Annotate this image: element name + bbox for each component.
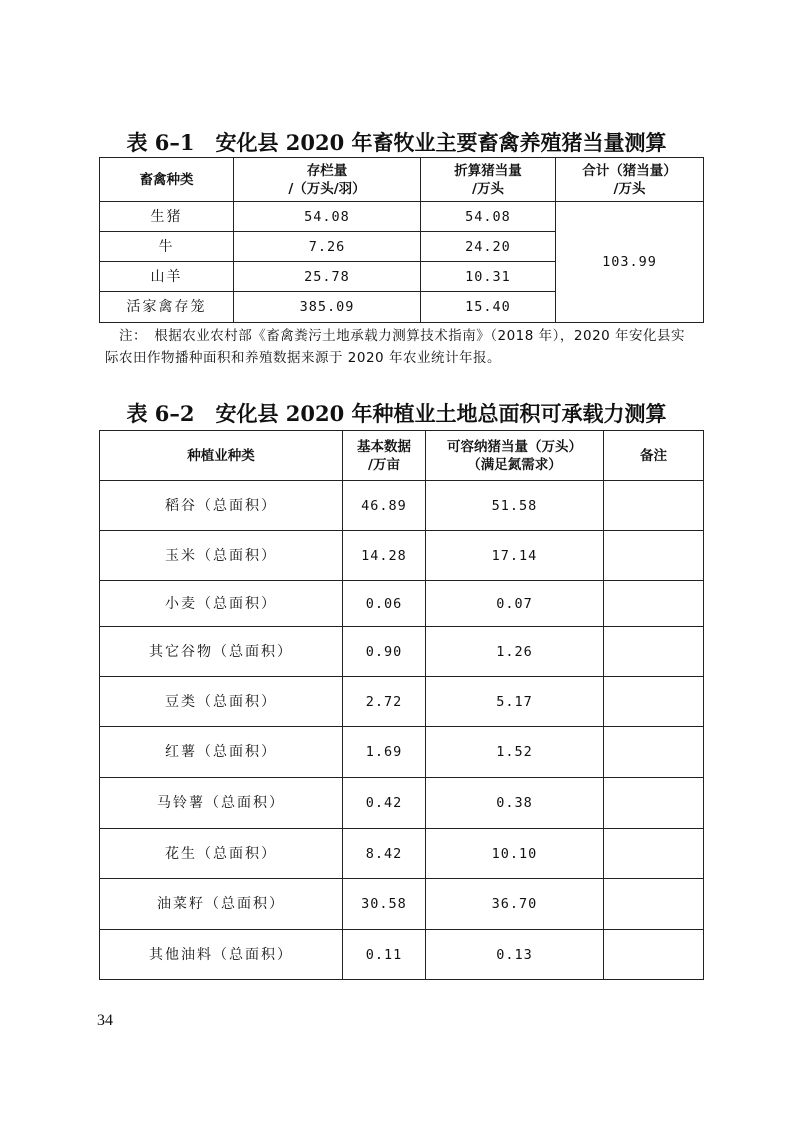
row-remark [604,677,704,727]
row-stock: 385.09 [234,292,421,323]
row-pig-eq: 24.20 [421,232,556,262]
table-row [100,778,704,829]
header-pig-equivalent [421,158,556,202]
row-name: 活家禽存笼 [100,292,234,323]
row-remark [604,930,704,980]
row-crop: 其他油料（总面积） [100,930,343,980]
header-pig-eq-line2: /万头 [472,180,504,197]
row-capacity: 1.52 [426,727,604,778]
table-row [100,581,704,627]
row-stock: 7.26 [234,232,421,262]
row-remark [604,879,704,930]
row-name: 牛 [100,232,234,262]
row-base: 0.11 [343,930,426,980]
table-row [100,829,704,879]
row-remark [604,581,704,627]
row-crop: 其它谷物（总面积） [100,627,343,677]
row-crop: 油菜籽（总面积） [100,879,343,930]
row-remark [604,531,704,581]
row-capacity: 0.07 [426,581,604,627]
row-base: 2.72 [343,677,426,727]
row-remark [604,727,704,778]
row-base: 1.69 [343,727,426,778]
row-base: 8.42 [343,829,426,879]
header-total [556,158,704,202]
row-base: 14.28 [343,531,426,581]
header-capacity-line1: 可容纳猪当量（万头） [447,438,582,455]
row-base: 46.89 [343,481,426,531]
header-pig-eq-line1: 折算猪当量 [454,162,522,179]
row-capacity: 5.17 [426,677,604,727]
row-crop: 马铃薯（总面积） [100,778,343,829]
table-header-row [100,431,704,481]
row-capacity: 0.13 [426,930,604,980]
header-base-line1: 基本数据 [357,438,411,455]
row-remark [604,829,704,879]
row-capacity: 1.26 [426,627,604,677]
table-row [100,677,704,727]
row-remark [604,627,704,677]
row-name: 生猪 [100,202,234,232]
row-remark [604,481,704,531]
table-row [100,930,704,980]
header-livestock-type: 畜禽种类 [100,158,234,202]
header-stock-line2: /（万头/羽） [288,180,366,197]
header-crop-type: 种植业种类 [100,431,343,481]
table-row [100,879,704,930]
row-base: 30.58 [343,879,426,930]
row-pig-eq: 10.31 [421,262,556,292]
header-capacity [426,431,604,481]
header-base-line2: /万亩 [368,456,400,473]
table1-caption: 表 6–1 安化县 2020 年畜牧业主要畜禽养殖猪当量测算 [126,130,667,155]
row-crop: 稻谷（总面积） [100,481,343,531]
table1-note: 注： 根据农业农村部《畜禽粪污土地承载力测算技术指南》（2018 年），2020 年安化县实际农田作物播种面积和养殖数据来源于 2020 年农业统计年报。 [105,328,686,366]
table-row [100,531,704,581]
table-row [100,202,704,232]
header-total-line1: 合计（猪当量） [582,162,677,179]
row-base: 0.42 [343,778,426,829]
row-capacity: 10.10 [426,829,604,879]
header-remark: 备注 [604,431,704,481]
row-capacity: 36.70 [426,879,604,930]
table-header-row [100,158,704,202]
row-capacity: 51.58 [426,481,604,531]
table-row [100,481,704,531]
row-base: 0.06 [343,581,426,627]
header-base-data [343,431,426,481]
row-stock: 54.08 [234,202,421,232]
row-pig-eq: 15.40 [421,292,556,323]
header-stock [234,158,421,202]
row-crop: 红薯（总面积） [100,727,343,778]
row-capacity: 17.14 [426,531,604,581]
table-row [100,727,704,778]
row-crop: 玉米（总面积） [100,531,343,581]
row-name: 山羊 [100,262,234,292]
row-stock: 25.78 [234,262,421,292]
row-base: 0.90 [343,627,426,677]
livestock-table [99,157,704,323]
header-stock-line1: 存栏量 [306,162,348,179]
planting-capacity-table [99,430,704,980]
header-capacity-line2: （满足氮需求） [467,456,562,473]
row-capacity: 0.38 [426,778,604,829]
table2-caption: 表 6–2 安化县 2020 年种植业土地总面积可承载力测算 [126,401,667,426]
row-pig-eq: 54.08 [421,202,556,232]
row-crop: 小麦（总面积） [100,581,343,627]
table-row [100,627,704,677]
page-number: 34 [97,1012,113,1029]
row-remark [604,778,704,829]
total-value: 103.99 [556,202,704,323]
row-crop: 花生（总面积） [100,829,343,879]
header-total-line2: /万头 [613,180,646,197]
row-crop: 豆类（总面积） [100,677,343,727]
